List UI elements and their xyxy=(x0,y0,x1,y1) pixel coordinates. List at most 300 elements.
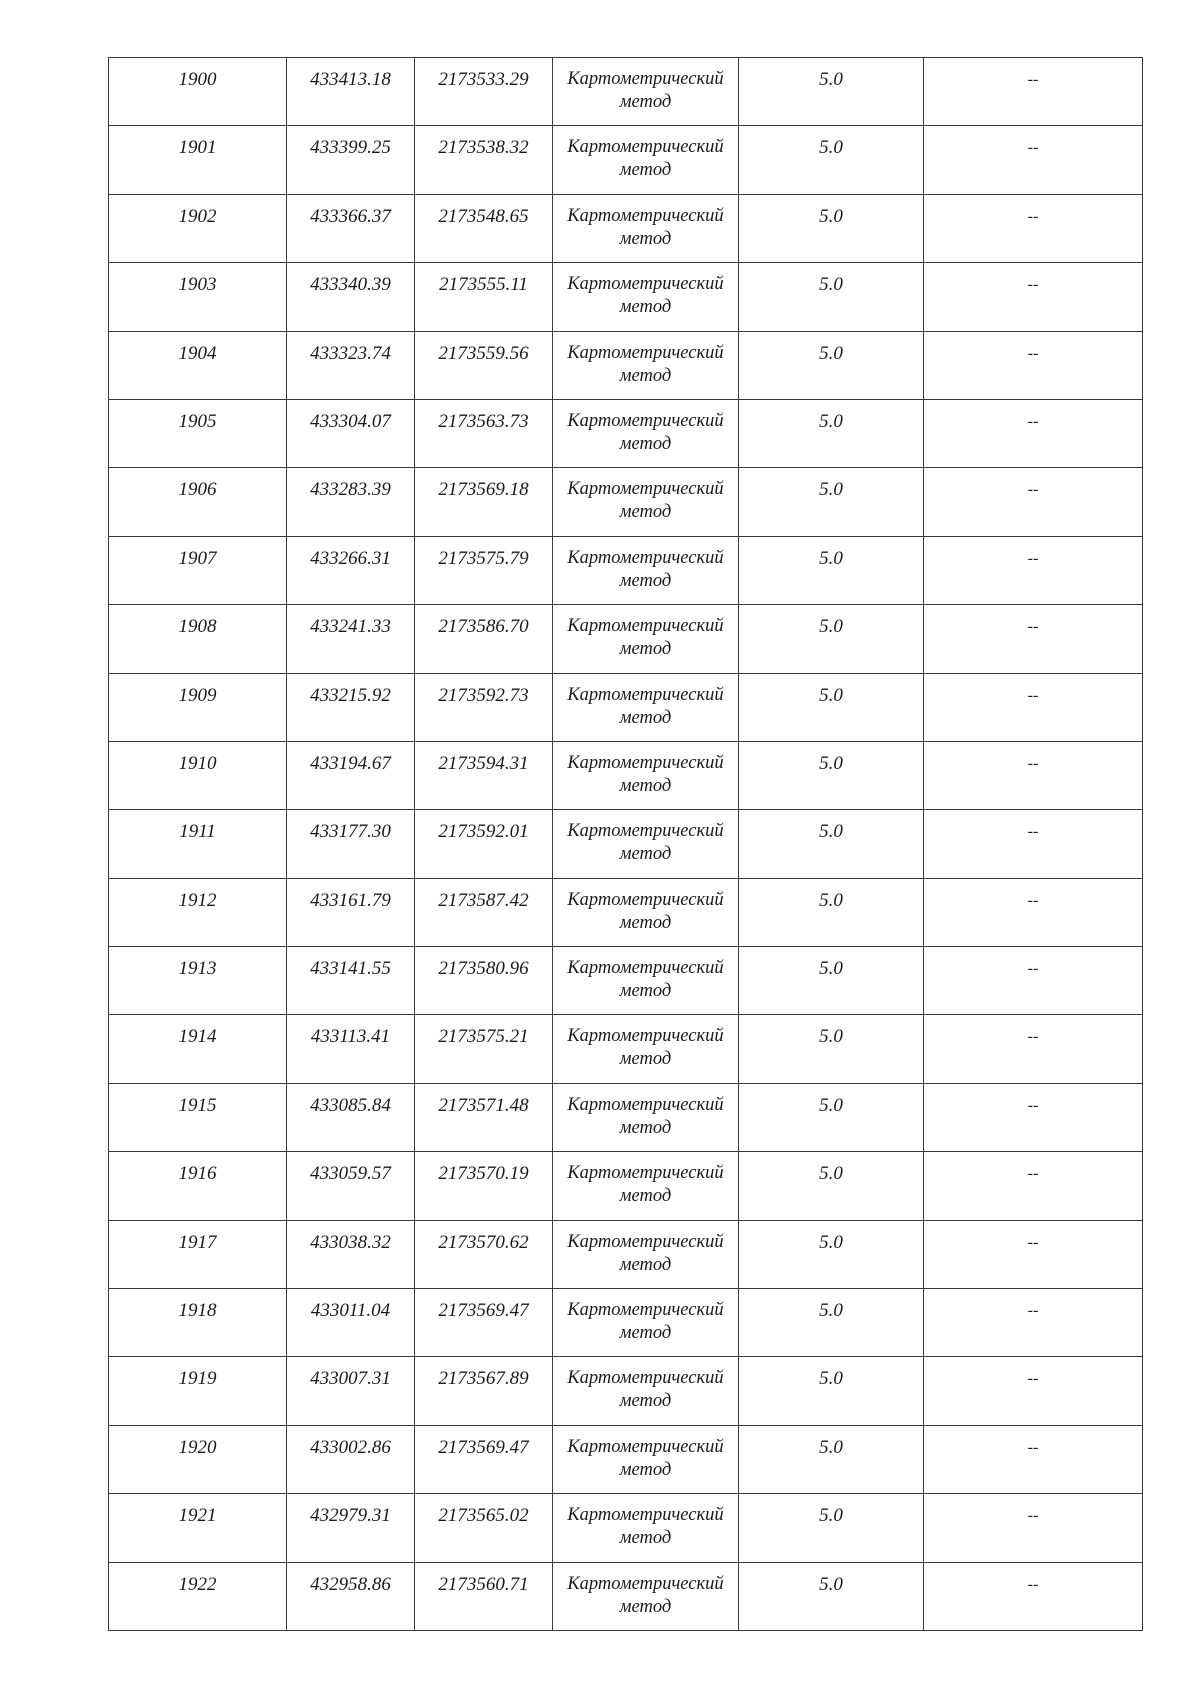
x-coordinate-cell-text: 433241.33 xyxy=(310,616,391,638)
x-coordinate-cell-text: 433141.55 xyxy=(310,958,391,980)
x-coordinate-cell xyxy=(287,1220,415,1288)
x-coordinate-cell-text: 433304.07 xyxy=(310,410,391,432)
method-cell-text: Картометрический метод xyxy=(567,342,724,386)
note-cell-text: -- xyxy=(1027,1028,1039,1046)
y-coordinate-cell-text: 2173570.19 xyxy=(438,1163,529,1185)
method-cell xyxy=(553,1083,739,1151)
point-number-cell-text: 1922 xyxy=(178,1573,217,1595)
x-coordinate-cell-text: 432958.86 xyxy=(310,1573,391,1595)
table-row xyxy=(109,673,1143,741)
point-number-cell-text: 1901 xyxy=(178,137,217,159)
table-row xyxy=(109,1425,1143,1493)
point-number-cell-text: 1915 xyxy=(178,1094,217,1116)
point-number-cell-text: 1902 xyxy=(178,205,217,227)
table-row xyxy=(109,399,1143,467)
y-coordinate-cell-text: 2173569.47 xyxy=(438,1436,529,1458)
table-row xyxy=(109,126,1143,194)
note-cell-text: -- xyxy=(1027,1096,1039,1114)
accuracy-cell-text: 5.0 xyxy=(819,547,843,569)
accuracy-cell-text: 5.0 xyxy=(819,616,843,638)
x-coordinate-cell xyxy=(287,605,415,673)
method-cell-text: Картометрический метод xyxy=(567,274,724,318)
y-coordinate-cell-text: 2173569.47 xyxy=(438,1300,529,1322)
x-coordinate-cell xyxy=(287,1015,415,1083)
y-coordinate-cell-text: 2173575.79 xyxy=(438,547,529,569)
x-coordinate-cell xyxy=(287,673,415,741)
accuracy-cell xyxy=(739,1562,924,1630)
y-coordinate-cell xyxy=(415,331,553,399)
method-cell xyxy=(553,536,739,604)
note-cell-text: -- xyxy=(1027,481,1039,499)
accuracy-cell xyxy=(739,399,924,467)
method-cell xyxy=(553,58,739,126)
note-cell xyxy=(924,1562,1143,1630)
y-coordinate-cell-text: 2173559.56 xyxy=(438,342,529,364)
y-coordinate-cell xyxy=(415,468,553,536)
method-cell xyxy=(553,126,739,194)
method-cell xyxy=(553,194,739,262)
method-cell xyxy=(553,1425,739,1493)
point-number-cell xyxy=(109,536,287,604)
accuracy-cell xyxy=(739,947,924,1015)
accuracy-cell-text: 5.0 xyxy=(819,1573,843,1595)
y-coordinate-cell-text: 2173571.48 xyxy=(438,1094,529,1116)
y-coordinate-cell xyxy=(415,1083,553,1151)
y-coordinate-cell-text: 2173533.29 xyxy=(438,69,529,90)
x-coordinate-cell xyxy=(287,810,415,878)
point-number-cell xyxy=(109,1220,287,1288)
accuracy-cell-text: 5.0 xyxy=(819,889,843,911)
method-cell xyxy=(553,947,739,1015)
y-coordinate-cell-text: 2173575.21 xyxy=(438,1026,529,1048)
x-coordinate-cell xyxy=(287,878,415,946)
note-cell-text: -- xyxy=(1027,1370,1039,1388)
method-cell-text: Картометрический метод xyxy=(567,752,724,796)
note-cell xyxy=(924,947,1143,1015)
coordinates-table-body xyxy=(109,58,1143,1631)
accuracy-cell xyxy=(739,1220,924,1288)
x-coordinate-cell xyxy=(287,1494,415,1562)
table-row xyxy=(109,1152,1143,1220)
method-cell xyxy=(553,1494,739,1562)
accuracy-cell xyxy=(739,1083,924,1151)
point-number-cell xyxy=(109,331,287,399)
method-cell-text: Картометрический метод xyxy=(567,616,724,660)
y-coordinate-cell xyxy=(415,1152,553,1220)
note-cell xyxy=(924,1220,1143,1288)
note-cell xyxy=(924,878,1143,946)
accuracy-cell-text: 5.0 xyxy=(819,1231,843,1253)
accuracy-cell xyxy=(739,126,924,194)
accuracy-cell xyxy=(739,194,924,262)
note-cell-text: -- xyxy=(1027,344,1039,362)
method-cell xyxy=(553,605,739,673)
method-cell xyxy=(553,810,739,878)
x-coordinate-cell xyxy=(287,399,415,467)
method-cell xyxy=(553,741,739,809)
method-cell xyxy=(553,399,739,467)
accuracy-cell-text: 5.0 xyxy=(819,1026,843,1048)
y-coordinate-cell xyxy=(415,399,553,467)
x-coordinate-cell-text: 433161.79 xyxy=(310,889,391,911)
accuracy-cell xyxy=(739,1357,924,1425)
method-cell xyxy=(553,1152,739,1220)
method-cell-text: Картометрический метод xyxy=(567,205,724,249)
note-cell xyxy=(924,1357,1143,1425)
point-number-cell-text: 1910 xyxy=(178,752,217,774)
accuracy-cell-text: 5.0 xyxy=(819,410,843,432)
note-cell-text: -- xyxy=(1027,686,1039,704)
accuracy-cell xyxy=(739,1289,924,1357)
method-cell xyxy=(553,1289,739,1357)
table-row xyxy=(109,878,1143,946)
y-coordinate-cell xyxy=(415,1425,553,1493)
note-cell-text: -- xyxy=(1027,1302,1039,1320)
point-number-cell xyxy=(109,1152,287,1220)
note-cell xyxy=(924,810,1143,878)
y-coordinate-cell xyxy=(415,673,553,741)
method-cell-text: Картометрический метод xyxy=(567,69,724,112)
y-coordinate-cell xyxy=(415,58,553,126)
point-number-cell xyxy=(109,1425,287,1493)
note-cell xyxy=(924,58,1143,126)
method-cell-text: Картометрический метод xyxy=(567,1573,724,1617)
x-coordinate-cell xyxy=(287,126,415,194)
accuracy-cell-text: 5.0 xyxy=(819,684,843,706)
accuracy-cell-text: 5.0 xyxy=(819,69,843,90)
x-coordinate-cell-text: 433366.37 xyxy=(310,205,391,227)
x-coordinate-cell-text: 433059.57 xyxy=(310,1163,391,1185)
y-coordinate-cell-text: 2173538.32 xyxy=(438,137,529,159)
note-cell xyxy=(924,1083,1143,1151)
x-coordinate-cell-text: 433283.39 xyxy=(310,479,391,501)
method-cell-text: Картометрический метод xyxy=(567,1300,724,1344)
y-coordinate-cell xyxy=(415,1015,553,1083)
note-cell-text: -- xyxy=(1027,549,1039,567)
accuracy-cell-text: 5.0 xyxy=(819,342,843,364)
x-coordinate-cell-text: 433266.31 xyxy=(310,547,391,569)
point-number-cell-text: 1903 xyxy=(178,274,217,296)
y-coordinate-cell xyxy=(415,536,553,604)
note-cell xyxy=(924,1152,1143,1220)
table-row xyxy=(109,263,1143,331)
method-cell xyxy=(553,263,739,331)
y-coordinate-cell-text: 2173587.42 xyxy=(438,889,529,911)
note-cell-text: -- xyxy=(1027,412,1039,430)
accuracy-cell xyxy=(739,673,924,741)
note-cell-text: -- xyxy=(1027,1438,1039,1456)
y-coordinate-cell xyxy=(415,1494,553,1562)
table-row xyxy=(109,1083,1143,1151)
method-cell-text: Картометрический метод xyxy=(567,479,724,523)
method-cell-text: Картометрический метод xyxy=(567,1505,724,1549)
note-cell xyxy=(924,468,1143,536)
accuracy-cell-text: 5.0 xyxy=(819,1094,843,1116)
x-coordinate-cell xyxy=(287,331,415,399)
point-number-cell-text: 1911 xyxy=(179,821,216,843)
method-cell xyxy=(553,673,739,741)
point-number-cell xyxy=(109,947,287,1015)
accuracy-cell-text: 5.0 xyxy=(819,137,843,159)
method-cell-text: Картометрический метод xyxy=(567,137,724,181)
table-row xyxy=(109,1562,1143,1630)
accuracy-cell xyxy=(739,1152,924,1220)
y-coordinate-cell xyxy=(415,947,553,1015)
x-coordinate-cell-text: 433340.39 xyxy=(310,274,391,296)
table-row xyxy=(109,1494,1143,1562)
accuracy-cell xyxy=(739,810,924,878)
point-number-cell-text: 1906 xyxy=(178,479,217,501)
method-cell-text: Картометрический метод xyxy=(567,958,724,1002)
point-number-cell xyxy=(109,673,287,741)
table-row xyxy=(109,194,1143,262)
method-cell-text: Картометрический метод xyxy=(567,889,724,933)
method-cell xyxy=(553,1562,739,1630)
x-coordinate-cell xyxy=(287,1425,415,1493)
note-cell xyxy=(924,331,1143,399)
point-number-cell-text: 1912 xyxy=(178,889,217,911)
y-coordinate-cell xyxy=(415,194,553,262)
accuracy-cell-text: 5.0 xyxy=(819,1505,843,1527)
method-cell-text: Картометрический метод xyxy=(567,1231,724,1275)
table-row xyxy=(109,1015,1143,1083)
note-cell xyxy=(924,1494,1143,1562)
accuracy-cell-text: 5.0 xyxy=(819,205,843,227)
point-number-cell-text: 1913 xyxy=(178,958,217,980)
x-coordinate-cell-text: 433194.67 xyxy=(310,752,391,774)
y-coordinate-cell xyxy=(415,741,553,809)
point-number-cell-text: 1921 xyxy=(178,1505,217,1527)
method-cell-text: Картометрический метод xyxy=(567,1368,724,1412)
point-number-cell-text: 1904 xyxy=(178,342,217,364)
note-cell-text: -- xyxy=(1027,1507,1039,1525)
point-number-cell-text: 1919 xyxy=(178,1368,217,1390)
x-coordinate-cell xyxy=(287,536,415,604)
note-cell xyxy=(924,194,1143,262)
point-number-cell xyxy=(109,1562,287,1630)
point-number-cell-text: 1916 xyxy=(178,1163,217,1185)
point-number-cell xyxy=(109,399,287,467)
method-cell-text: Картометрический метод xyxy=(567,1094,724,1138)
y-coordinate-cell xyxy=(415,605,553,673)
y-coordinate-cell-text: 2173580.96 xyxy=(438,958,529,980)
y-coordinate-cell xyxy=(415,878,553,946)
x-coordinate-cell xyxy=(287,468,415,536)
y-coordinate-cell-text: 2173567.89 xyxy=(438,1368,529,1390)
accuracy-cell-text: 5.0 xyxy=(819,274,843,296)
method-cell xyxy=(553,331,739,399)
point-number-cell xyxy=(109,194,287,262)
y-coordinate-cell xyxy=(415,263,553,331)
x-coordinate-cell xyxy=(287,194,415,262)
note-cell xyxy=(924,741,1143,809)
accuracy-cell-text: 5.0 xyxy=(819,752,843,774)
accuracy-cell xyxy=(739,536,924,604)
table-row xyxy=(109,741,1143,809)
y-coordinate-cell-text: 2173563.73 xyxy=(438,410,529,432)
table-row xyxy=(109,605,1143,673)
note-cell xyxy=(924,673,1143,741)
x-coordinate-cell-text: 433215.92 xyxy=(310,684,391,706)
note-cell xyxy=(924,263,1143,331)
y-coordinate-cell-text: 2173548.65 xyxy=(438,205,529,227)
x-coordinate-cell xyxy=(287,1083,415,1151)
accuracy-cell xyxy=(739,263,924,331)
note-cell-text: -- xyxy=(1027,1165,1039,1183)
x-coordinate-cell xyxy=(287,1562,415,1630)
accuracy-cell-text: 5.0 xyxy=(819,1300,843,1322)
y-coordinate-cell xyxy=(415,126,553,194)
point-number-cell xyxy=(109,878,287,946)
point-number-cell-text: 1909 xyxy=(178,684,217,706)
x-coordinate-cell-text: 433177.30 xyxy=(310,821,391,843)
accuracy-cell-text: 5.0 xyxy=(819,821,843,843)
y-coordinate-cell-text: 2173570.62 xyxy=(438,1231,529,1253)
method-cell xyxy=(553,1015,739,1083)
note-cell xyxy=(924,399,1143,467)
point-number-cell xyxy=(109,263,287,331)
point-number-cell-text: 1905 xyxy=(178,410,217,432)
table-row xyxy=(109,331,1143,399)
y-coordinate-cell-text: 2173565.02 xyxy=(438,1505,529,1527)
accuracy-cell xyxy=(739,878,924,946)
table-row xyxy=(109,468,1143,536)
note-cell xyxy=(924,1015,1143,1083)
accuracy-cell xyxy=(739,468,924,536)
point-number-cell xyxy=(109,126,287,194)
accuracy-cell-text: 5.0 xyxy=(819,479,843,501)
x-coordinate-cell-text: 433113.41 xyxy=(310,1026,391,1048)
point-number-cell xyxy=(109,468,287,536)
x-coordinate-cell xyxy=(287,58,415,126)
x-coordinate-cell-text: 433002.86 xyxy=(310,1436,391,1458)
y-coordinate-cell-text: 2173555.11 xyxy=(439,274,528,296)
note-cell-text: -- xyxy=(1027,618,1039,636)
note-cell xyxy=(924,536,1143,604)
x-coordinate-cell xyxy=(287,263,415,331)
note-cell-text: -- xyxy=(1027,754,1039,772)
note-cell-text: -- xyxy=(1027,71,1039,88)
note-cell-text: -- xyxy=(1027,891,1039,909)
point-number-cell-text: 1908 xyxy=(178,616,217,638)
y-coordinate-cell-text: 2173592.01 xyxy=(438,821,529,843)
accuracy-cell-text: 5.0 xyxy=(819,1436,843,1458)
method-cell xyxy=(553,468,739,536)
point-number-cell-text: 1917 xyxy=(178,1231,217,1253)
point-number-cell xyxy=(109,1494,287,1562)
method-cell-text: Картометрический метод xyxy=(567,410,724,454)
method-cell-text: Картометрический метод xyxy=(567,1436,724,1480)
point-number-cell-text: 1900 xyxy=(178,69,217,90)
x-coordinate-cell-text: 433007.31 xyxy=(310,1368,391,1390)
table-row xyxy=(109,536,1143,604)
y-coordinate-cell-text: 2173586.70 xyxy=(438,616,529,638)
note-cell-text: -- xyxy=(1027,139,1039,157)
y-coordinate-cell-text: 2173592.73 xyxy=(438,684,529,706)
method-cell-text: Картометрический метод xyxy=(567,1026,724,1070)
y-coordinate-cell-text: 2173569.18 xyxy=(438,479,529,501)
point-number-cell-text: 1914 xyxy=(178,1026,217,1048)
y-coordinate-cell-text: 2173560.71 xyxy=(438,1573,529,1595)
note-cell-text: -- xyxy=(1027,823,1039,841)
note-cell xyxy=(924,605,1143,673)
method-cell-text: Картометрический метод xyxy=(567,1163,724,1207)
y-coordinate-cell xyxy=(415,1220,553,1288)
x-coordinate-cell xyxy=(287,741,415,809)
note-cell xyxy=(924,1425,1143,1493)
accuracy-cell xyxy=(739,1425,924,1493)
table-row xyxy=(109,947,1143,1015)
accuracy-cell xyxy=(739,605,924,673)
table-row xyxy=(109,810,1143,878)
x-coordinate-cell xyxy=(287,1152,415,1220)
table-row xyxy=(109,58,1143,126)
x-coordinate-cell xyxy=(287,947,415,1015)
accuracy-cell xyxy=(739,58,924,126)
note-cell-text: -- xyxy=(1027,960,1039,978)
method-cell-text: Картометрический метод xyxy=(567,684,724,728)
accuracy-cell-text: 5.0 xyxy=(819,958,843,980)
x-coordinate-cell xyxy=(287,1289,415,1357)
point-number-cell-text: 1918 xyxy=(178,1300,217,1322)
note-cell-text: -- xyxy=(1027,1575,1039,1593)
y-coordinate-cell xyxy=(415,1562,553,1630)
x-coordinate-cell xyxy=(287,1357,415,1425)
accuracy-cell xyxy=(739,741,924,809)
x-coordinate-cell-text: 433038.32 xyxy=(310,1231,391,1253)
accuracy-cell-text: 5.0 xyxy=(819,1163,843,1185)
x-coordinate-cell-text: 432979.31 xyxy=(310,1505,391,1527)
point-number-cell xyxy=(109,1083,287,1151)
x-coordinate-cell-text: 433399.25 xyxy=(310,137,391,159)
table-row xyxy=(109,1357,1143,1425)
accuracy-cell-text: 5.0 xyxy=(819,1368,843,1390)
point-number-cell xyxy=(109,605,287,673)
note-cell-text: -- xyxy=(1027,207,1039,225)
note-cell-text: -- xyxy=(1027,276,1039,294)
note-cell-text: -- xyxy=(1027,1233,1039,1251)
y-coordinate-cell-text: 2173594.31 xyxy=(438,752,529,774)
coordinates-table xyxy=(108,57,1143,1631)
accuracy-cell xyxy=(739,1494,924,1562)
point-number-cell xyxy=(109,1015,287,1083)
y-coordinate-cell xyxy=(415,1289,553,1357)
y-coordinate-cell xyxy=(415,810,553,878)
note-cell xyxy=(924,126,1143,194)
point-number-cell xyxy=(109,741,287,809)
y-coordinate-cell xyxy=(415,1357,553,1425)
accuracy-cell xyxy=(739,331,924,399)
method-cell xyxy=(553,878,739,946)
point-number-cell xyxy=(109,1357,287,1425)
note-cell xyxy=(924,1289,1143,1357)
point-number-cell xyxy=(109,1289,287,1357)
method-cell-text: Картометрический метод xyxy=(567,547,724,591)
accuracy-cell xyxy=(739,1015,924,1083)
table-row xyxy=(109,1220,1143,1288)
x-coordinate-cell-text: 433085.84 xyxy=(310,1094,391,1116)
x-coordinate-cell-text: 433011.04 xyxy=(310,1300,391,1322)
x-coordinate-cell-text: 433413.18 xyxy=(310,69,391,90)
method-cell xyxy=(553,1220,739,1288)
point-number-cell-text: 1907 xyxy=(178,547,217,569)
point-number-cell xyxy=(109,58,287,126)
point-number-cell-text: 1920 xyxy=(178,1436,217,1458)
x-coordinate-cell-text: 433323.74 xyxy=(310,342,391,364)
point-number-cell xyxy=(109,810,287,878)
method-cell-text: Картометрический метод xyxy=(567,821,724,865)
method-cell xyxy=(553,1357,739,1425)
